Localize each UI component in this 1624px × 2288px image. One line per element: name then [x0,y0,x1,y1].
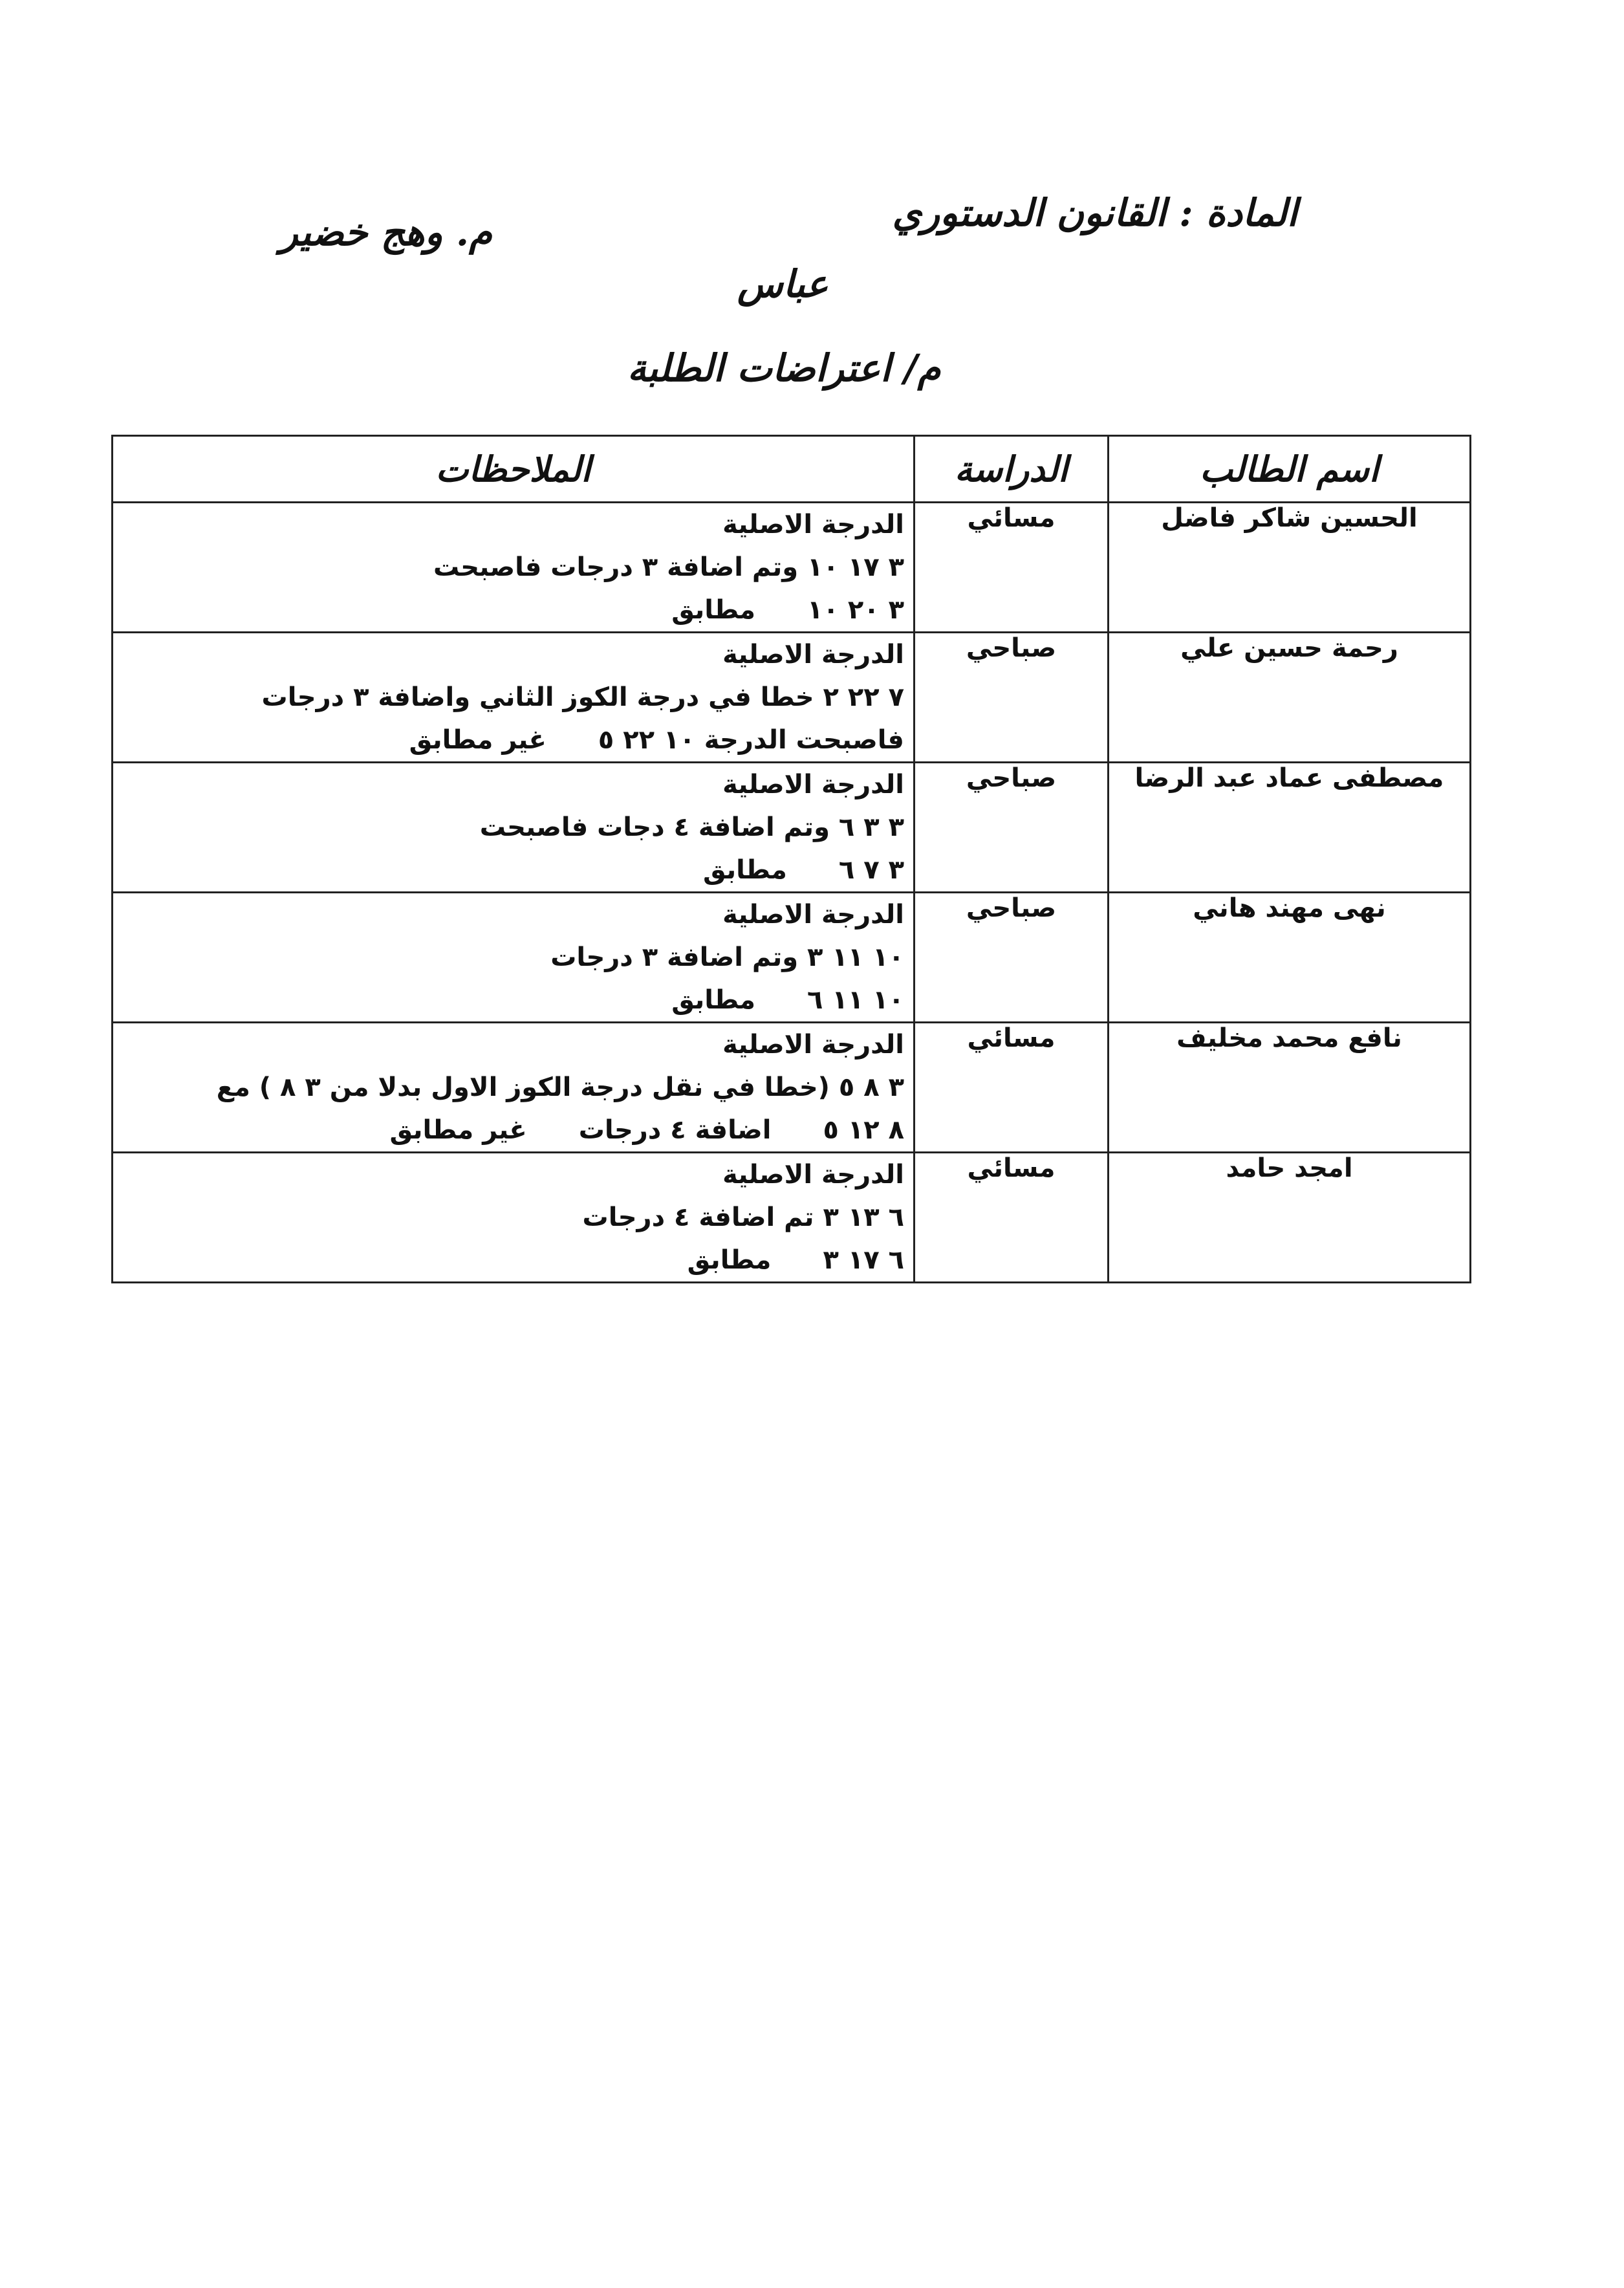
study-type: مسائي [915,503,1109,633]
notes-line [113,1239,913,1281]
notes-line: ٧ ٢٢ ٢ خطا في درجة الكوز الثاني واضافة ٣ درجات [261,682,904,712]
notes-line [113,589,913,631]
notes-verdict: غير مطابق [389,1115,527,1145]
notes-line: الدرجة الاصلية [722,510,904,539]
notes-cell [113,503,915,633]
notes-verdict: مطابق [671,985,756,1015]
notes-verdict: مطابق [703,855,787,885]
notes-cell [113,1023,915,1153]
notes-line: الدرجة الاصلية [722,1160,904,1190]
notes-cell [113,763,915,893]
notes-verdict: مطابق [687,1245,772,1275]
column-header-study: الدراسة [915,436,1109,503]
notes-grades: ٣ ٧ ٦ [838,855,904,885]
column-header-name: اسم الطالب [1109,436,1471,503]
notes-grades: ١٠ ١١ ٦ [807,985,904,1015]
student-name: امجد حامد [1109,1153,1471,1283]
notes-grades: فاصبحت الدرجة ١٠ ٢٢ ٥ [598,725,904,755]
student-name: رحمة حسين علي [1109,633,1471,763]
notes-line: الدرجة الاصلية [722,1030,904,1060]
notes-line: ١٠ ١١ ٣ وتم اضافة ٣ درجات [550,942,904,972]
table-row [113,763,1471,893]
notes-grades: ٨ ١٢ ٥ [823,1115,904,1145]
study-type: مسائي [915,1023,1109,1153]
notes-line: الدرجة الاصلية [722,770,904,800]
table-row [113,633,1471,763]
notes-cell [113,633,915,763]
notes-line: ٣ ٨ ٥ (خطا في نقل درجة الكوز الاول بدلا من ٣ ٨ ) مع [216,1073,904,1102]
notes-verdict: مطابق [671,595,756,625]
table-row [113,1153,1471,1283]
notes-line [113,979,913,1021]
table-row [113,503,1471,633]
table-row [113,893,1471,1023]
notes-line: ٣ ١٧ ١٠ وتم اضافة ٣ درجات فاصبحت [433,552,904,582]
notes-line: الدرجة الاصلية [722,640,904,670]
notes-grades: ٣ ٢٠ ١٠ [807,595,904,625]
notes-cell [113,1153,915,1283]
notes-line: ٣ ٣ ٦ وتم اضافة ٤ دجات فاصبحت [479,812,904,842]
study-type: صباحي [915,633,1109,763]
teacher-name: م. وهج خضير [279,210,492,254]
table-row [113,1023,1471,1153]
column-header-notes: الملاحظات [113,436,915,503]
student-name: الحسين شاكر فاضل [1109,503,1471,633]
study-type: صباحي [915,893,1109,1023]
notes-addition: اضافة ٤ درجات [578,1115,772,1145]
subject-heading: المادة : القانون الدستوري [892,191,1297,235]
notes-grades: ٦ ١٧ ٣ [823,1245,904,1275]
notes-line: الدرجة الاصلية [722,900,904,930]
notes-line: ٦ ١٣ ٣ تم اضافة ٤ درجات [582,1203,904,1232]
student-name: نهى مهند هاني [1109,893,1471,1023]
document-title: م/ اعتراضات الطلبة [627,346,941,390]
notes-line [113,849,913,891]
notes-line [113,719,913,761]
notes-verdict: غير مطابق [409,725,547,755]
student-name: مصطفى عماد عبد الرضا [1109,763,1471,893]
study-type: صباحي [915,763,1109,893]
notes-cell [113,893,915,1023]
notes-line [113,1109,913,1151]
objections-table [111,435,1471,1283]
student-name: نافع محمد مخليف [1109,1023,1471,1153]
table-header-row [113,436,1471,503]
teacher-name-continued: عباس [737,262,828,306]
study-type: مسائي [915,1153,1109,1283]
